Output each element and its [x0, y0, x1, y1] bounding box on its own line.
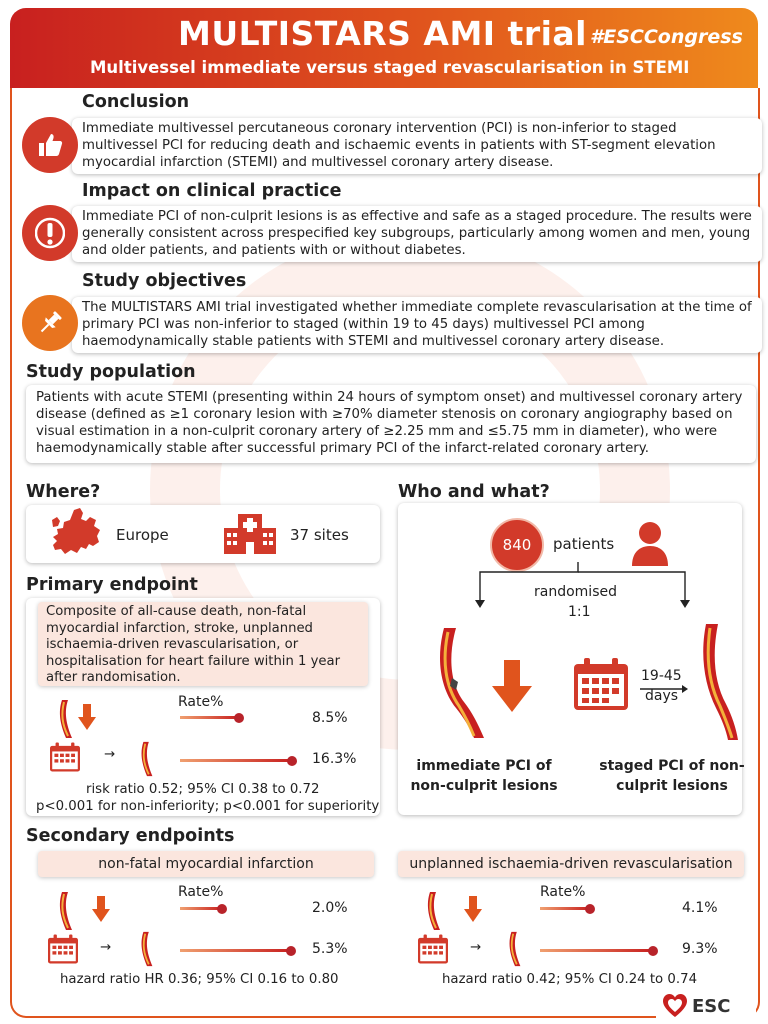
arm-immediate-label: immediate PCI of non-culprit lesions — [410, 758, 558, 794]
heart-logo-icon — [662, 993, 688, 1019]
days-range: 19-45 — [641, 668, 682, 684]
revasc-staged-rate: 9.3% — [682, 941, 718, 957]
primary-calendar-icon — [50, 742, 80, 776]
esc-logo — [656, 992, 756, 1022]
objectives-box — [72, 297, 762, 353]
who-heading: Who and what? — [398, 482, 550, 502]
immediate-rate-bar — [180, 716, 239, 719]
revasc-rate-label: Rate% — [540, 884, 586, 900]
hashtag: #ESCCongress — [590, 26, 743, 48]
staged-rate-bar — [540, 949, 653, 952]
where-region: Europe — [116, 526, 169, 544]
population-box — [26, 385, 756, 463]
revasc-arrow-right: → — [470, 940, 482, 955]
mi-down-arrow-icon — [92, 896, 110, 926]
patient-count: 840 — [502, 536, 532, 554]
impact-box — [72, 206, 762, 262]
where-sites: 37 sites — [290, 526, 349, 544]
primary-heading: Primary endpoint — [26, 575, 198, 595]
randomisation-ratio: 1:1 — [568, 604, 591, 620]
mi-rate-label: Rate% — [178, 884, 224, 900]
revasc-staged-artery-icon — [506, 930, 524, 972]
primary-staged-artery-icon — [138, 740, 156, 782]
primary-definition: Composite of all-cause death, non-fatal myocardial infarction, stroke, unplanned ischaemia-driven revascularisation, or hospitalisation for heart failure within 1 year after randomisation. — [46, 604, 341, 685]
arm-staged-label: staged PCI of non-culprit lesions — [599, 758, 745, 794]
primary-definition-box — [38, 602, 368, 686]
randomised-label: randomised — [534, 584, 617, 600]
staged-rate-dot — [648, 946, 658, 956]
thumbs-up-icon — [22, 117, 78, 173]
objectives-heading: Study objectives — [82, 271, 247, 291]
patients-label: patients — [553, 535, 615, 553]
population-heading: Study population — [26, 362, 196, 382]
staged-rate-dot — [286, 946, 296, 956]
days-label: days — [645, 688, 679, 704]
revasc-stats: hazard ratio 0.42; 95% CI 0.24 to 0.74 — [442, 972, 698, 987]
staged-rate-dot — [287, 756, 297, 766]
europe-map-icon — [44, 506, 106, 566]
primary-arrow-right: → — [104, 747, 116, 762]
primary-artery-icon — [56, 700, 76, 742]
objectives-text: The MULTISTARS AMI trial investigated whether immediate complete revascularisation at the time of primary PCI was non-inferior to staged (within 19 to 45 days) multivessel PCI among haemodynamically stable patients with STEMI and multivessel coronary artery disease. — [82, 300, 752, 349]
mi-artery-icon — [56, 892, 76, 934]
primary-staged-rate: 16.3% — [312, 751, 357, 767]
revasc-calendar-icon — [418, 934, 448, 968]
exclamation-icon — [22, 205, 78, 261]
revasc-title: unplanned ischaemia-driven revascularisation — [409, 856, 733, 872]
staged-rate-bar — [180, 759, 292, 762]
primary-stats-line1: risk ratio 0.52; 95% CI 0.38 to 0.72 — [86, 782, 320, 797]
mi-staged-artery-icon — [138, 930, 156, 972]
population-text: Patients with acute STEMI (presenting within 24 hours of symptom onset) and multivessel coronary artery disease (defined as ≥1 coronary lesion with ≥70% diameter stenosis on coronary angiography based on visual estimation in a non-culprit coronary artery of ≥2.25 mm and ≤5.75 mm in diameter), who were haemodynamically stable after successful primary PCI of the infarct-related coronary artery. — [36, 390, 743, 456]
hospital-icon — [222, 512, 278, 560]
primary-rate-label: Rate% — [178, 694, 224, 710]
conclusion-box — [72, 118, 762, 174]
conclusion-text: Immediate multivessel percutaneous coronary intervention (PCI) is non-inferior to staged multivessel PCI for reducing death and ischaemic events in patients with ST-segment elevation myocardial infarction (STEMI) and multivessel coronary artery disease. — [82, 121, 716, 170]
artery-icon — [430, 628, 484, 742]
staged-artery-icon — [696, 624, 740, 744]
mi-title: non-fatal myocardial infarction — [98, 856, 314, 872]
page-subtitle: Multivessel immediate versus staged revascularisation in STEMI — [90, 58, 690, 77]
mi-stats: hazard ratio HR 0.36; 95% CI 0.16 to 0.80 — [60, 972, 339, 987]
primary-down-arrow-icon — [78, 704, 96, 734]
immediate-rate-dot — [234, 713, 244, 723]
mi-staged-rate: 5.3% — [312, 941, 348, 957]
immediate-rate-dot — [217, 904, 227, 914]
revasc-artery-icon — [424, 892, 444, 934]
impact-heading: Impact on clinical practice — [82, 181, 342, 201]
immediate-rate-bar — [540, 907, 590, 910]
staged-rate-bar — [180, 949, 291, 952]
primary-stats-line2: p<0.001 for non-inferiority; p<0.001 for superiority — [36, 799, 380, 814]
page-title: MULTISTARS AMI trial — [178, 14, 587, 53]
where-heading: Where? — [26, 482, 101, 502]
revasc-down-arrow-icon — [464, 896, 482, 926]
revasc-title-box — [398, 851, 744, 877]
immediate-rate-dot — [585, 904, 595, 914]
pin-icon — [22, 295, 78, 351]
secondary-heading: Secondary endpoints — [26, 826, 235, 846]
impact-text: Immediate PCI of non-culprit lesions is as effective and safe as a staged procedure. The results were generally consistent across prespecified key subgroups, particularly among women and men, young and older patients, and patients with or without diabetes. — [82, 209, 752, 258]
mi-title-box — [38, 851, 374, 877]
revasc-immediate-rate: 4.1% — [682, 900, 718, 916]
esc-logo-text: ESC — [692, 996, 731, 1017]
conclusion-heading: Conclusion — [82, 92, 190, 112]
primary-immediate-rate: 8.5% — [312, 710, 348, 726]
immediate-rate-bar — [180, 907, 222, 910]
mi-immediate-rate: 2.0% — [312, 900, 348, 916]
mi-calendar-icon — [48, 934, 78, 968]
calendar-icon — [574, 658, 628, 714]
mi-arrow-right: → — [100, 940, 112, 955]
down-arrow-icon — [492, 660, 532, 716]
